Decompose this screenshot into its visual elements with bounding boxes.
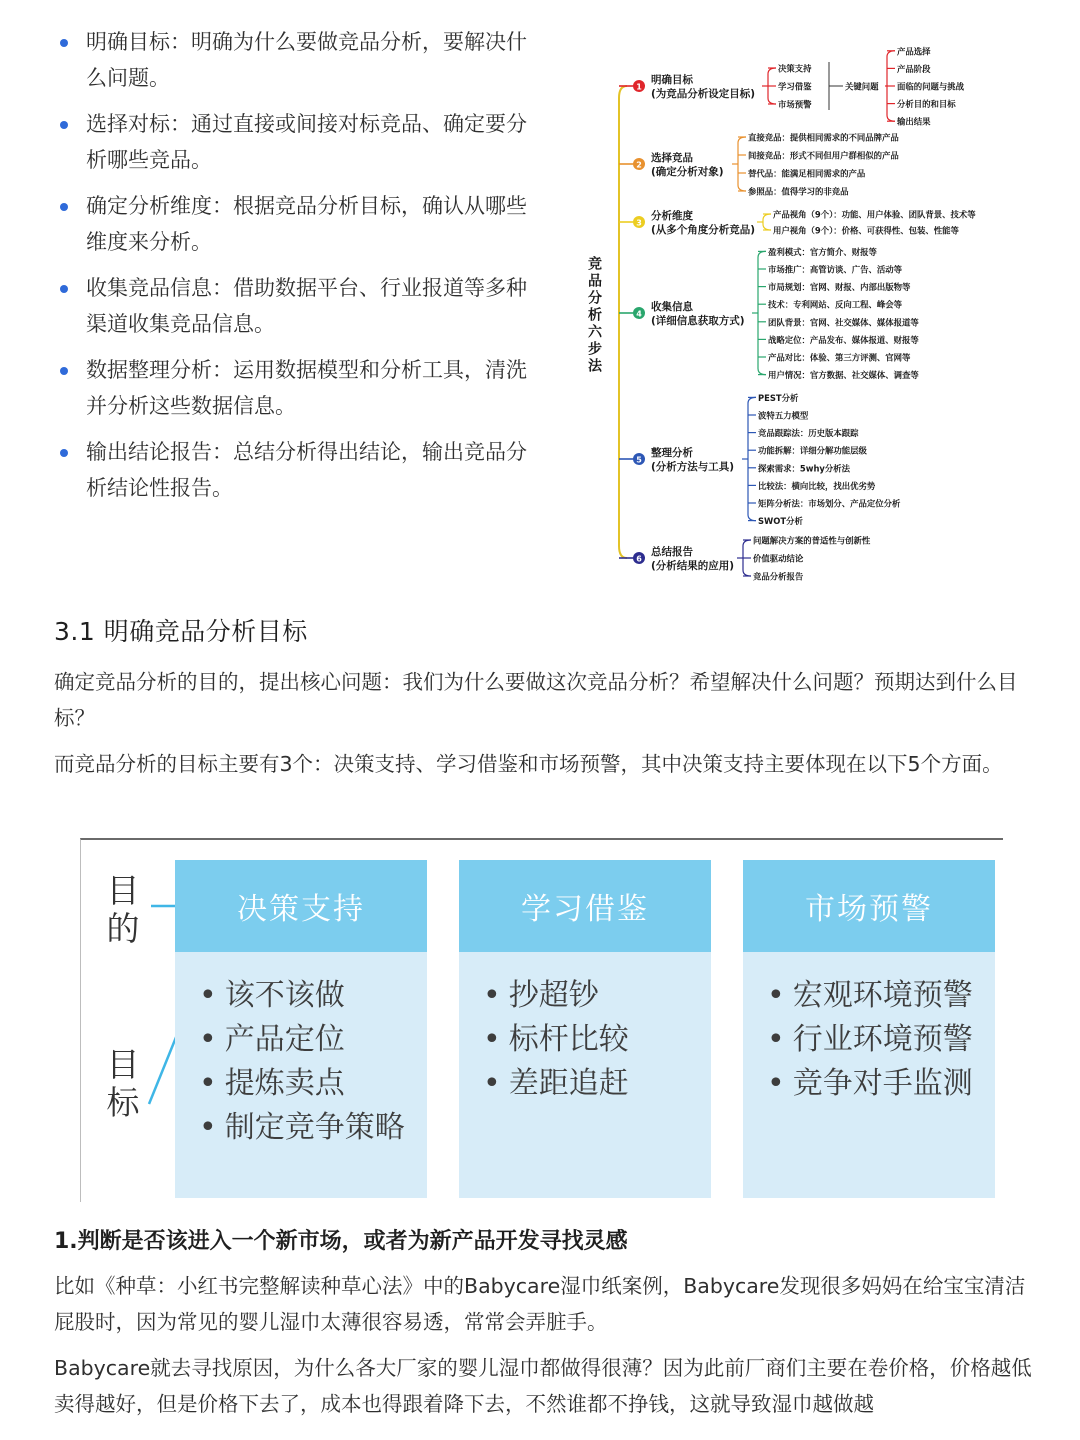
column-item: • 宏观环境预警 xyxy=(767,974,995,1018)
mindmap-leaf-text: 用户情况：官方数据、社交媒体、调查等 xyxy=(768,370,919,381)
step-item: 输出结论报告：总结分析得出结论，输出竞品分析结论性报告。 xyxy=(56,434,536,506)
mindmap-node-number: 4 xyxy=(636,309,642,319)
column-items xyxy=(175,952,427,1150)
mindmap-leaf-text: 产品视角（9个）：功能、用户体验、团队背景、技术等 xyxy=(773,209,976,220)
mindmap-leaf-bracket xyxy=(748,397,756,520)
mindmap-node-number: 1 xyxy=(636,82,642,92)
label-purpose: 目的 xyxy=(106,871,140,948)
mindmap-node-subtitle: (确定分析对象) xyxy=(651,166,724,178)
mindmap-leaf-text: 决策支持 xyxy=(778,63,812,74)
mindmap-leaf-text: PEST分析 xyxy=(758,392,799,403)
goals-figure xyxy=(80,838,1003,1202)
column-title: 决策支持 xyxy=(175,860,427,952)
column-item: • 抄超钞 xyxy=(483,974,711,1018)
mindmap-leaf-text: 战略定位：产品发布、媒体报道、财报等 xyxy=(768,334,919,345)
mindmap-leaf-bracket xyxy=(763,214,771,230)
column-item: • 标杆比较 xyxy=(483,1018,711,1062)
mindmap-leaf-text: 市场推广：高管访谈、广告、活动等 xyxy=(768,264,902,275)
mindmap-leaf-text: 学习借鉴 xyxy=(778,81,812,92)
column-item: • 行业环境预警 xyxy=(767,1018,995,1062)
section-heading: 3.1 明确竞品分析目标 xyxy=(54,617,308,646)
section-paragraph-2: 而竞品分析的目标主要有3个：决策支持、学习借鉴和市场预警，其中决策支持主要体现在以下5个方面。 xyxy=(54,752,1003,776)
mindmap-node-title: 明确目标 xyxy=(651,74,693,86)
section-paragraph-1: 确定竞品分析的目的，提出核心问题：我们为什么要做这次竞品分析？希望解决什么问题？预期达到什么目标？ xyxy=(54,670,1018,730)
subsection-heading: 1.判断是否该进入一个新市场，或者为新产品开发寻找灵感 xyxy=(54,1229,628,1254)
mindmap-node-title: 整理分析 xyxy=(651,447,693,459)
mindmap-leaf-text: 技术：专利网站、反向工程、峰会等 xyxy=(768,299,902,310)
mindmap-leaf-text: 直接竞品：提供相同需求的不同品牌产品 xyxy=(748,132,899,143)
six-step-mindmap xyxy=(575,30,1045,590)
column-decision-support xyxy=(175,860,427,1198)
mindmap-node-subtitle: (分析方法与工具) xyxy=(651,461,735,473)
mindmap-leaf-text: 团队背景：官网、社交媒体、媒体报道等 xyxy=(768,317,919,328)
mindmap-leaf-text: 盈利模式：官方简介、财报等 xyxy=(768,246,877,257)
mindmap-leaf-text: 问题解决方案的普适性与创新性 xyxy=(753,535,871,546)
column-item: • 竞争对手监测 xyxy=(767,1062,995,1106)
mindmap-leaf-text: 用户视角（9个）：价格、可获得性、包装、性能等 xyxy=(773,225,959,236)
mindmap-leaf-text: 间接竞品：形式不同但用户群相似的产品 xyxy=(748,150,899,161)
step-item: 收集竞品信息：借助数据平台、行业报道等多种渠道收集竞品信息。 xyxy=(56,270,536,342)
column-title: 学习借鉴 xyxy=(459,860,711,952)
mindmap-root-title: 竞品分析六步法 xyxy=(586,256,602,375)
mindmap-leaf-text: 市局规划：官网、财报、内部出版物等 xyxy=(768,282,911,293)
subsection-paragraph-2: Babycare就去寻找原因，为什么各大厂家的婴儿湿巾都做得很薄？因为此前厂商们主要在卷价格，价格越低卖得越好，但是价格下去了，成本也得跟着降下去，不然谁都不挣钱，这就导致湿巾越做越 xyxy=(54,1356,1032,1416)
mindmap-leaf-text: SWOT分析 xyxy=(758,516,803,527)
mindmap-key-leaf-text: 产品选择 xyxy=(897,46,931,57)
mindmap-key-leaf-text: 产品阶段 xyxy=(897,63,931,74)
step-item: 明确目标：明确为什么要做竞品分析，要解决什么问题。 xyxy=(56,24,536,96)
mindmap-node-subtitle: (从多个角度分析竞品) xyxy=(651,224,756,236)
mindmap-node-number: 6 xyxy=(636,554,642,564)
mindmap-leaf-text: 竞品分析报告 xyxy=(753,571,804,582)
mindmap-leaf-text: 比较法：横向比较，找出优劣势 xyxy=(758,480,876,491)
column-item: • 该不该做 xyxy=(199,974,427,1018)
mindmap-leaf-text: 竞品跟踪法：历史版本跟踪 xyxy=(758,428,859,439)
column-market-warning xyxy=(743,860,995,1198)
mindmap-node-subtitle: (详细信息获取方式) xyxy=(651,315,745,327)
mindmap-key-leaf-text: 面临的问题与挑战 xyxy=(897,81,964,92)
mindmap-leaf-text: 探索需求：5why分析法 xyxy=(758,463,850,474)
mindmap-leaf-text: 市场预警 xyxy=(778,99,812,110)
column-item: • 差距追赶 xyxy=(483,1062,711,1106)
mindmap-node-subtitle: (分析结果的应用) xyxy=(651,560,735,572)
mindmap-node-number: 2 xyxy=(636,160,642,170)
label-goal: 目标 xyxy=(106,1045,140,1122)
mindmap-node-title: 分析维度 xyxy=(651,210,693,222)
mindmap-node-title: 收集信息 xyxy=(651,301,693,313)
column-learning xyxy=(459,860,711,1198)
mindmap-leaf-text: 价值驱动结论 xyxy=(753,553,804,564)
column-item: • 制定竞争策略 xyxy=(199,1106,427,1150)
mindmap-node-subtitle: (为竞品分析设定目标) xyxy=(651,88,756,100)
mindmap-node-number: 3 xyxy=(636,218,642,228)
mindmap-leaf-bracket xyxy=(738,137,746,191)
steps-list xyxy=(56,24,536,516)
mindmap-leaf-text: 替代品：能满足相同需求的产品 xyxy=(748,168,866,179)
mindmap-leaf-text: 功能拆解：详细分解功能层级 xyxy=(758,445,867,456)
step-item: 选择对标：通过直接或间接对标竞品、确定要分析哪些竞品。 xyxy=(56,106,536,178)
mindmap-key-leaf-text: 输出结果 xyxy=(897,116,931,127)
column-items xyxy=(743,952,995,1106)
mindmap-leaf-text: 参照品：值得学习的非竞品 xyxy=(748,186,849,197)
subsection-paragraph-1: 比如《种草：小红书完整解读种草心法》中的Babycare湿巾纸案例，Babycare发现很多妈妈在给宝宝清洁屁股时，因为常见的婴儿湿巾太薄很容易透，常常会弄脏手。 xyxy=(54,1274,1026,1334)
mindmap-key-leaf-text: 分析目的和目标 xyxy=(897,99,956,110)
mindmap-leaf-text: 波特五力模型 xyxy=(758,410,809,421)
column-item: • 产品定位 xyxy=(199,1018,427,1062)
mindmap-leaf-bracket xyxy=(758,251,766,374)
step-item: 数据整理分析：运用数据模型和分析工具，清洗并分析这些数据信息。 xyxy=(56,352,536,424)
mindmap-key-label: 关键问题 xyxy=(845,81,879,92)
mindmap-node-title: 选择竞品 xyxy=(651,152,693,164)
column-title: 市场预警 xyxy=(743,860,995,952)
mindmap-spine xyxy=(619,86,627,558)
mindmap-leaf-text: 矩阵分析法：市场划分、产品定位分析 xyxy=(758,498,901,509)
mindmap-node-number: 5 xyxy=(636,455,642,465)
mindmap-leaf-text: 产品对比：体验、第三方评测、官网等 xyxy=(768,352,911,363)
mindmap-node-title: 总结报告 xyxy=(651,546,693,558)
column-items xyxy=(459,952,711,1106)
step-item: 确定分析维度：根据竞品分析目标，确认从哪些维度来分析。 xyxy=(56,188,536,260)
column-item: • 提炼卖点 xyxy=(199,1062,427,1106)
